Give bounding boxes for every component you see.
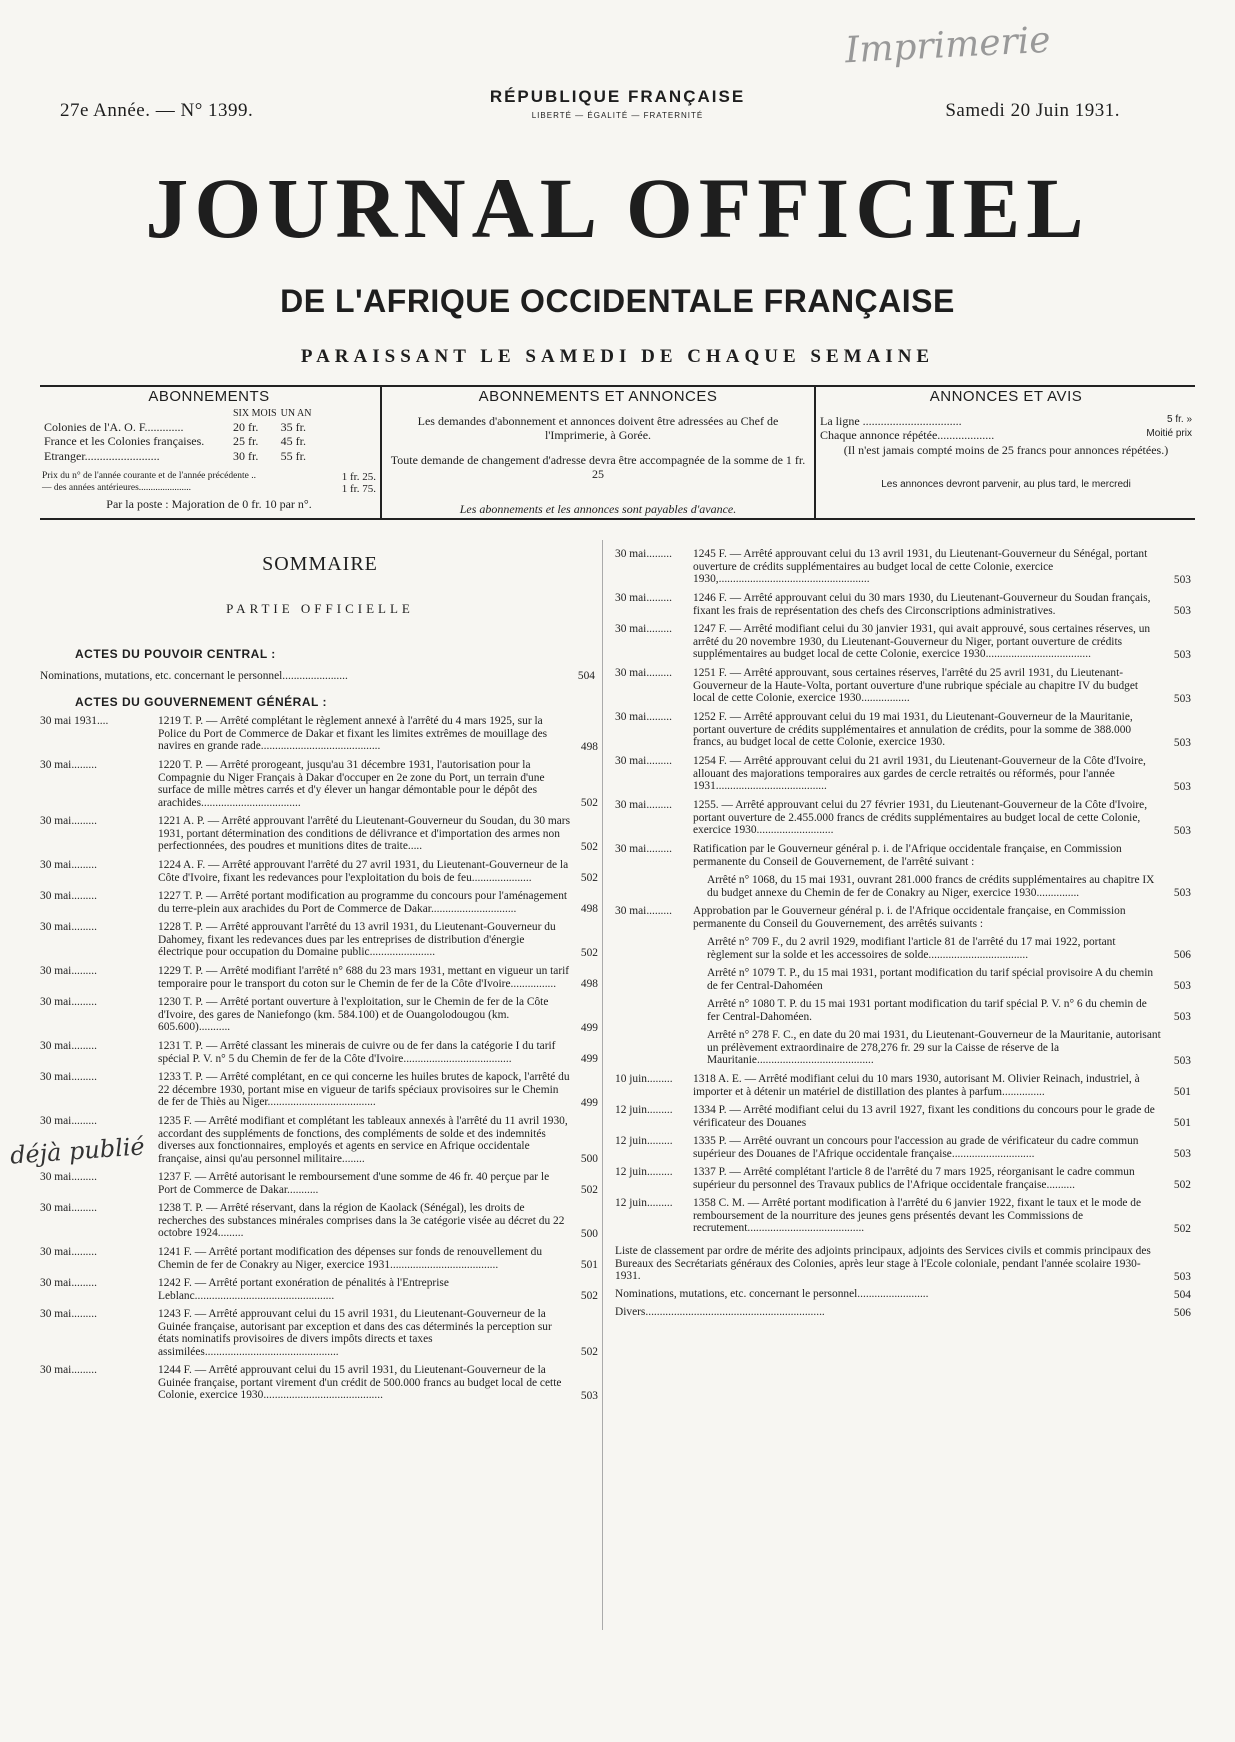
entry-page: 502 bbox=[580, 1346, 598, 1358]
entry-date: 30 mai......... bbox=[615, 905, 672, 917]
entry-text: 1220 T. P. — Arrêté prorogeant, jusqu'au 31 décembre 1931, l'autorisation pour la Compagnie du Niger Français à Dakar d'occuper en 2e zone du Port, un terrain d'une surface de mille mètres carrés et d'y élever un hangar démontable pour le dépôt des arachides................................... bbox=[158, 759, 545, 809]
summary-entry bbox=[40, 815, 600, 853]
entry-text: 1318 A. E. — Arrêté modifiant celui du 10 mars 1930, autorisant M. Olivier Reinach, industriel, à importer et à détenir un matériel de distillation des plantes à parfum............... bbox=[693, 1073, 1140, 1098]
price-table bbox=[42, 408, 313, 463]
entry-page: 503 bbox=[1173, 781, 1191, 793]
entry-date: 30 mai......... bbox=[615, 755, 672, 767]
price-six: 25 fr. bbox=[233, 434, 259, 449]
entry-text: 1227 T. P. — Arrêté portant modification au programme du concours pour l'aménagement du terre-plein aux arachides du Port de Commerce de Dakar.............................. bbox=[158, 890, 568, 915]
entry-date: 12 juin......... bbox=[615, 1135, 673, 1147]
prix-value-2: 1 fr. 75. bbox=[341, 482, 376, 495]
entry-page: 501 bbox=[580, 1259, 598, 1271]
partie-officielle: PARTIE OFFICIELLE bbox=[226, 601, 414, 616]
entry-text: Arrêté n° 1080 T. P. du 15 mai 1931 portant modification du tarif spécial P. V. n° 6 du chemin de fer Central-Dahoméen. bbox=[707, 998, 1147, 1023]
prix-value-1: 1 fr. 25. bbox=[341, 471, 376, 484]
summary-entry bbox=[40, 1171, 600, 1196]
prix-label-2: — des années antérieures...................... bbox=[42, 482, 192, 493]
entry-page: 500 bbox=[580, 1228, 598, 1240]
price-label: France et les Colonies françaises. bbox=[44, 434, 205, 449]
footer-text: Divers............................................................... bbox=[615, 1306, 825, 1318]
price-year: 45 fr. bbox=[280, 434, 306, 449]
summary-entry bbox=[615, 799, 1195, 837]
entry-page: 498 bbox=[580, 741, 598, 753]
summary-entry bbox=[615, 1135, 1195, 1160]
entry-date: 10 juin......... bbox=[615, 1073, 673, 1085]
entry-text: 1219 T. P. — Arrêté complétant le règlement annexé à l'arrêté du 4 mars 1925, sur la Police du Port de Commerce de Dakar et fixant les limites extrêmes de mouillage des navires en grande rade.......................................... bbox=[158, 715, 548, 753]
entry-text: 1254 F. — Arrêté approuvant celui du 21 avril 1931, du Lieutenant-Gouverneur de la Côte d'Ivoire, allouant des majorations temporaires aux gardes de cercle retraités ou réformés, pour l'année 1931....................................... bbox=[693, 755, 1146, 793]
price-row bbox=[42, 449, 313, 463]
entry-date: 30 mai......... bbox=[40, 890, 97, 902]
entry-date: 30 mai......... bbox=[40, 759, 97, 771]
entry-text: Approbation par le Gouverneur général p. i. de l'Afrique occidentale française, en Commission permanente du Conseil du Gouvernement, des arrêtés suivants : bbox=[693, 905, 1126, 930]
summary-entry bbox=[40, 1277, 600, 1302]
summary-entry bbox=[40, 1202, 600, 1240]
entry-text: 1237 F. — Arrêté autorisant le remboursement d'une somme de 46 fr. 40 perçue par le Port de Commerce de Dakar........... bbox=[158, 1171, 550, 1196]
summary-entry bbox=[615, 936, 1195, 961]
tarif-ligne-label: La ligne ................................. bbox=[820, 414, 962, 428]
prix-numero bbox=[42, 471, 376, 482]
summary-entry bbox=[615, 755, 1195, 793]
entry-text: 1255. — Arrêté approuvant celui du 27 février 1931, du Lieutenant-Gouverneur de la Côte d'Ivoire, portant ouverture de 2.455.000 francs de crédits supplémentaires au budget local de cette Colonie, exercice 1930........................... bbox=[693, 799, 1148, 837]
entry-page: 502 bbox=[580, 841, 598, 853]
entry-date: 30 mai......... bbox=[40, 1202, 97, 1214]
entry-date: 30 mai 1931.... bbox=[40, 715, 109, 727]
price-year: 55 fr. bbox=[280, 448, 306, 463]
entry-date: 30 mai......... bbox=[615, 799, 672, 811]
entry-date: 30 mai......... bbox=[615, 592, 672, 604]
summary-entry bbox=[40, 996, 600, 1034]
entry-date: 30 mai......... bbox=[40, 1308, 97, 1320]
prix-label-1: Prix du n° de l'année courante et de l'année précédente .. bbox=[42, 471, 257, 482]
issue-number: 27e Année. — N° 1399. bbox=[60, 100, 254, 121]
periodicity-line: PARAISSANT LE SAMEDI DE CHAQUE SEMAINE bbox=[300, 346, 935, 367]
tarif-repetee-value: Moitié prix bbox=[1146, 428, 1192, 440]
entry-page: 503 bbox=[1173, 649, 1191, 661]
entry-page: 502 bbox=[580, 1290, 598, 1302]
summary-entry bbox=[615, 623, 1195, 661]
summary-entry bbox=[615, 592, 1195, 617]
nominations-central bbox=[40, 670, 595, 683]
abonnements-annonces-box bbox=[386, 388, 810, 516]
entry-text: 1241 F. — Arrêté portant modification des dépenses sur fonds de renouvellement du Chemin de fer de Conakry au Niger, exercice 1931...................................... bbox=[158, 1246, 543, 1271]
entry-date: 30 mai......... bbox=[40, 1246, 97, 1258]
entry-page: 502 bbox=[580, 1184, 598, 1196]
price-six: 20 fr. bbox=[233, 420, 259, 434]
journal-title: JOURNAL OFFICIEL bbox=[145, 160, 1090, 256]
summary-entry bbox=[40, 1246, 600, 1271]
changement-adresse-text: Toute demande de changement d'adresse devra être accompagnée de la somme de 1 fr. 25 bbox=[390, 452, 806, 482]
entry-page: 501 bbox=[1173, 1086, 1191, 1098]
handwritten-note: déjà publié bbox=[9, 1132, 146, 1170]
republic-title: RÉPUBLIQUE FRANÇAISE bbox=[489, 87, 746, 106]
column-divider bbox=[602, 540, 603, 1630]
entry-page: 499 bbox=[580, 1097, 598, 1109]
entry-date: 30 mai......... bbox=[615, 711, 672, 723]
summary-entry bbox=[40, 715, 600, 753]
entry-text: 1231 T. P. — Arrêté classant les minerais de cuivre ou de fer dans la catégorie I du tarif spécial P. V. n° 5 du Chemin de fer de la Côte d'Ivoire...................................... bbox=[158, 1040, 556, 1065]
tarif-ligne-value: 5 fr. » bbox=[1166, 414, 1192, 425]
entry-text: 1230 T. P. — Arrêté portant ouverture à l'exploitation, sur le Chemin de fer de la Côte d'Ivoire, des gares de Naniefongo (km. 584.100) et de Ouangolodougou (km. 605.600)........... bbox=[158, 996, 549, 1034]
entry-page: 498 bbox=[580, 903, 598, 915]
entry-page: 502 bbox=[580, 872, 598, 884]
entry-date: 12 juin......... bbox=[615, 1197, 673, 1209]
summary-entry bbox=[615, 874, 1195, 899]
entry-date: 30 mai......... bbox=[615, 623, 672, 635]
entry-page: 503 bbox=[1173, 1148, 1191, 1160]
entry-date: 30 mai......... bbox=[615, 667, 672, 679]
entry-date: 30 mai......... bbox=[40, 965, 97, 977]
entry-date: 30 mai......... bbox=[40, 921, 97, 933]
section-gouvernement-general-label: ACTES DU GOUVERNEMENT GÉNÉRAL : bbox=[75, 695, 327, 709]
entry-date: 12 juin......... bbox=[615, 1166, 673, 1178]
entry-text: 1228 T. P. — Arrêté approuvant l'arrêté du 13 avril 1931, du Lieutenant-Gouverneur du Dahomey, fixant les redevances dues par les entreprises de distribution d'énergie électrique pour occupation du Domaine public....................... bbox=[158, 921, 556, 959]
entry-page: 503 bbox=[1173, 574, 1191, 586]
annonces-avis-heading: ANNONCES ET AVIS bbox=[929, 388, 1083, 405]
tarif-repetee-label: Chaque annonce répétée................... bbox=[820, 428, 995, 443]
entry-page: 500 bbox=[580, 1153, 598, 1165]
entry-date: 30 mai......... bbox=[40, 1277, 97, 1289]
entry-text: 1334 P. — Arrêté modifiant celui du 13 avril 1927, fixant les conditions du concours pour le grade de vérificateur des Douanes bbox=[693, 1104, 1155, 1129]
price-year: 35 fr. bbox=[280, 420, 306, 434]
abonnements-heading: ABONNEMENTS bbox=[148, 388, 270, 405]
entry-text: 1252 F. — Arrêté approuvant celui du 19 mai 1931, du Lieutenant-Gouverneur de la Mauritanie, portant ouverture de crédits supplémentaires et annulation de crédits, pour la somme de 388.000 francs, au budget local de cette Colonie, exercice 1930. bbox=[693, 711, 1133, 749]
entry-page: 499 bbox=[580, 1053, 598, 1065]
entry-text: 1247 F. — Arrêté modifiant celui du 30 janvier 1931, qui avait approuvé, sous certaines réserves, un arrêté du 20 novembre 1930, du Lieutenant-Gouverneur du Niger, portant ouverture de crédits supplémentaires au budget local de cette Colonie, exercice 1930..................................... bbox=[693, 623, 1151, 661]
left-entries bbox=[40, 715, 600, 1735]
col-one-year: UN AN bbox=[280, 408, 312, 419]
entry-date: 30 mai......... bbox=[40, 1364, 97, 1376]
entry-page: 506 bbox=[1173, 949, 1191, 961]
entry-text: 1337 P. — Arrêté complétant l'article 8 de l'arrêté du 7 mars 1925, réorganisant le cadre commun supérieur du personnel des Travaux publics de l'Afrique occidentale française.......... bbox=[693, 1166, 1135, 1191]
entry-page: 499 bbox=[580, 1022, 598, 1034]
section-pouvoir-central bbox=[40, 647, 600, 661]
footer-text: Liste de classement par ordre de mérite des adjoints principaux, adjoints des Services civils et commis principaux des Bureaux des Secrétariats généraux des Colonies, après leur stage à l'Ecole coloniale, pendant l'année scolaire 1930-1931. bbox=[615, 1245, 1151, 1283]
summary-entry bbox=[615, 667, 1195, 705]
entry-page: 498 bbox=[580, 978, 598, 990]
price-row bbox=[42, 420, 313, 434]
summary-entry bbox=[615, 967, 1195, 992]
top-rule bbox=[40, 385, 1195, 387]
entry-date: 30 mai......... bbox=[615, 548, 672, 560]
summary-entry bbox=[615, 1104, 1195, 1129]
summary-entry bbox=[40, 1071, 600, 1109]
entry-page: 503 bbox=[1173, 605, 1191, 617]
annonces-avis-box bbox=[820, 388, 1192, 516]
section-gouvernement-general bbox=[40, 695, 600, 709]
summary-entry bbox=[40, 965, 600, 990]
price-label: Colonies de l'A. O. F............. bbox=[44, 420, 184, 434]
entry-page: 502 bbox=[1173, 1179, 1191, 1191]
entry-page: 502 bbox=[580, 947, 598, 959]
entry-page: 503 bbox=[1173, 1055, 1191, 1067]
box-divider-1 bbox=[380, 387, 382, 519]
entry-text: Arrêté n° 1079 T. P., du 15 mai 1931, portant modification du tarif spécial provisoire A du chemin de fer Central-Dahoméen bbox=[707, 967, 1154, 992]
entry-page: 503 bbox=[1173, 1011, 1191, 1023]
entry-text: 1224 A. F. — Arrêté approuvant l'arrêté du 27 avril 1931, du Lieutenant-Gouverneur de la Côte d'Ivoire, fixant les redevances pour l'exploitation du bois de feu..................... bbox=[158, 859, 569, 884]
tarif-repetee bbox=[820, 428, 1192, 442]
summary-entry bbox=[615, 1073, 1195, 1098]
tarif-ligne bbox=[820, 414, 1192, 428]
entry-text: 1229 T. P. — Arrêté modifiant l'arrêté n° 688 du 23 mars 1931, mettant en vigueur un tarif temporaire pour le transport du coton sur le Chemin de fer de la Côte d'Ivoire................ bbox=[158, 965, 570, 990]
deadline-note: Les annonces devront parvenir, au plus tard, le mercredi bbox=[881, 479, 1131, 491]
nominations-central-text: Nominations, mutations, etc. concernant le personnel....................... bbox=[40, 670, 348, 682]
entry-text: Ratification par le Gouverneur général p. i. de l'Afrique occidentale française, en Commission permanente du Conseil de Gouvernement, de l'arrêté suivant : bbox=[693, 843, 1122, 868]
entry-date: 30 mai......... bbox=[40, 859, 97, 871]
entry-date: 12 juin......... bbox=[615, 1104, 673, 1116]
abonnements-box bbox=[42, 388, 376, 516]
summary-entry bbox=[40, 1364, 600, 1402]
entry-text: 1358 C. M. — Arrêté portant modification à l'arrêté du 6 janvier 1922, fixant le taux et le mode de remboursement de la nourriture des jeunes gens présentés devant les Commissions de recrutement......................................... bbox=[693, 1197, 1142, 1235]
journal-subtitle: DE L'AFRIQUE OCCIDENTALE FRANÇAISE bbox=[280, 283, 955, 319]
handwritten-stamp: Imprimerie bbox=[844, 19, 1052, 72]
entry-date: 30 mai......... bbox=[615, 843, 672, 855]
poste-majoration: Par la poste : Majoration de 0 fr. 10 par n°. bbox=[106, 496, 312, 511]
footer-page: 503 bbox=[1173, 1271, 1191, 1283]
box-divider-2 bbox=[814, 387, 816, 519]
entry-date: 30 mai......... bbox=[40, 1040, 97, 1052]
entry-date: 30 mai......... bbox=[40, 815, 97, 827]
right-entries bbox=[615, 548, 1195, 1738]
abonnements-annonces-heading: ABONNEMENTS ET ANNONCES bbox=[478, 388, 718, 405]
entry-text: 1246 F. — Arrêté approuvant celui du 30 mars 1930, du Lieutenant-Gouverneur du Soudan français, fixant les frais de représentation des chefs des Circonscriptions administratives. bbox=[693, 592, 1151, 617]
entry-date: 30 mai......... bbox=[40, 1071, 97, 1083]
entry-page: 501 bbox=[1173, 1117, 1191, 1129]
price-row bbox=[42, 434, 313, 448]
adresse-text: Les demandes d'abonnement et annonces doivent être adressées au Chef de l'Imprimerie, à Gorée. bbox=[417, 414, 779, 443]
entry-page: 503 bbox=[1173, 737, 1191, 749]
entry-page: 503 bbox=[1173, 887, 1191, 899]
entry-date: 30 mai......... bbox=[40, 996, 97, 1008]
entry-date: 30 mai......... bbox=[40, 1171, 97, 1183]
entry-page: 502 bbox=[580, 797, 598, 809]
entry-text: 1243 F. — Arrêté approuvant celui du 15 avril 1931, du Lieutenant-Gouverneur de la Guinée française, autorisant par exception et dans des cas déterminés la perception sur états nominatifs provisoires de divers impôts directs et taxes assimilées............................................... bbox=[158, 1308, 552, 1358]
footer-page: 506 bbox=[1173, 1307, 1191, 1319]
prix-anterieurs bbox=[42, 483, 376, 494]
price-six: 30 fr. bbox=[233, 448, 259, 463]
entry-text: 1233 T. P. — Arrêté complétant, en ce qui concerne les huiles brutes de kapock, l'arrêté du 22 décembre 1930, portant mise en vigueur de tarifs spéciaux provisoires sur le Chemin de fer de Thiès au Niger...................................... bbox=[158, 1071, 570, 1109]
summary-entry bbox=[615, 998, 1195, 1023]
entry-page: 503 bbox=[1173, 693, 1191, 705]
summary-entry bbox=[40, 1040, 600, 1065]
entry-page: 503 bbox=[1173, 980, 1191, 992]
entry-text: 1235 F. — Arrêté modifiant et complétant les tableaux annexés à l'arrêté du 11 avril 1930, accordant des suppléments de fonctions, des compléments de solde et des indemnités diverses aux fonctionnaires, employés et agents en service en Afrique occidentale française, ainsi qu'au personnel militaire........ bbox=[158, 1115, 568, 1165]
payables-note: Les abonnements et les annonces sont payables d'avance. bbox=[459, 501, 737, 516]
entry-text: 1221 A. P. — Arrêté approuvant l'arrêté du Lieutenant-Gouverneur du Soudan, du 30 mars 1931, portant détermination des conditions de délivrance et d'importation des armes non perfectionnées, des poudres et munitions dites de traite..... bbox=[158, 815, 571, 853]
footer-text: Nominations, mutations, etc. concernant le personnel......................... bbox=[615, 1288, 929, 1300]
price-header-row bbox=[42, 408, 313, 420]
issue-date: Samedi 20 Juin 1931. bbox=[945, 100, 1120, 121]
entry-text: 1238 T. P. — Arrêté réservant, dans la région de Kaolack (Sénégal), les droits de recherches des substances minérales comprises dans la 3e catégorie visée au décret du 22 octobre 1924......... bbox=[158, 1202, 565, 1240]
entry-page: 503 bbox=[1173, 825, 1191, 837]
summary-entry bbox=[40, 1308, 600, 1358]
entry-page: 502 bbox=[1173, 1223, 1191, 1235]
republic-motto: LIBERTÉ — ÉGALITÉ — FRATERNITÉ bbox=[531, 111, 704, 120]
summary-entry bbox=[40, 859, 600, 884]
entry-text: 1251 F. — Arrêté approuvant, sous certaines réserves, l'arrêté du 25 avril 1931, du Lieutenant-Gouverneur de la Haute-Volta, portant ouverture d'une rubrique spéciale au chapitre IV du budget local de cette Colonie, exercice 1930................. bbox=[693, 667, 1139, 705]
nominations-central-page: 504 bbox=[577, 670, 595, 682]
summary-entry bbox=[615, 1166, 1195, 1191]
summary-footer-entry bbox=[615, 1288, 1195, 1301]
entry-text: 1335 P. — Arrêté ouvrant un concours pour l'accession au grade de vérificateur du cadre commun supérieur des Douanes de l'Afrique occidentale française............................. bbox=[693, 1135, 1139, 1160]
summary-footer-entry bbox=[615, 1245, 1195, 1283]
minimum-note: (Il n'est jamais compté moins de 25 francs pour annonces répétées.) bbox=[843, 442, 1169, 457]
entry-date: 30 mai......... bbox=[40, 1115, 97, 1127]
price-label: Etranger......................... bbox=[44, 448, 160, 463]
entry-text: 1245 F. — Arrêté approuvant celui du 13 avril 1931, du Lieutenant-Gouverneur du Sénégal, portant ouverture de crédits supplémentaires au budget local de cette Colonie, exercice 1930,..................................................... bbox=[693, 548, 1148, 586]
entry-page: 503 bbox=[580, 1390, 598, 1402]
summary-entry bbox=[615, 1197, 1195, 1235]
entry-text: 1244 F. — Arrêté approuvant celui du 15 avril 1931, du Lieutenant-Gouverneur de la Guinée française, portant virement d'un crédit de 500.000 francs au budget local de cette Colonie, exercice 1930.......................................... bbox=[158, 1364, 562, 1402]
entry-text: Arrêté n° 278 F. C., en date du 20 mai 1931, du Lieutenant-Gouverneur de la Mauritanie, autorisant un prélèvement extraordinaire de 278,276 fr. 29 sur la Caisse de réserve de la Mauritanie......................................... bbox=[707, 1029, 1161, 1067]
summary-footer-entry bbox=[615, 1306, 1195, 1319]
entry-text: Arrêté n° 709 F., du 2 avril 1929, modifiant l'article 81 de l'arrêté du 17 mai 1922, portant règlement sur la solde et les accessoires de solde................................... bbox=[707, 936, 1116, 961]
footer-page: 504 bbox=[1173, 1289, 1191, 1301]
summary-entry bbox=[615, 711, 1195, 749]
summary-entry bbox=[615, 843, 1195, 868]
summary-entry bbox=[615, 1029, 1195, 1067]
entry-text: 1242 F. — Arrêté portant exonération de pénalités à l'Entreprise Leblanc................................................. bbox=[158, 1277, 449, 1302]
col-six-months: SIX MOIS bbox=[233, 408, 277, 419]
sommaire-title: SOMMAIRE bbox=[262, 553, 378, 575]
section-pouvoir-central-label: ACTES DU POUVOIR CENTRAL : bbox=[75, 647, 276, 661]
summary-entry bbox=[615, 905, 1195, 930]
entry-text: Arrêté n° 1068, du 15 mai 1931, ouvrant 281.000 francs de crédits supplémentaires au chapitre IX du budget annexe du Chemin de fer de Conakry au Niger, exercice 1930............... bbox=[707, 874, 1155, 899]
summary-entry bbox=[615, 548, 1195, 586]
summary-entry bbox=[40, 759, 600, 809]
summary-entry bbox=[40, 890, 600, 915]
summary-entry bbox=[40, 921, 600, 959]
bottom-rule bbox=[40, 518, 1195, 520]
